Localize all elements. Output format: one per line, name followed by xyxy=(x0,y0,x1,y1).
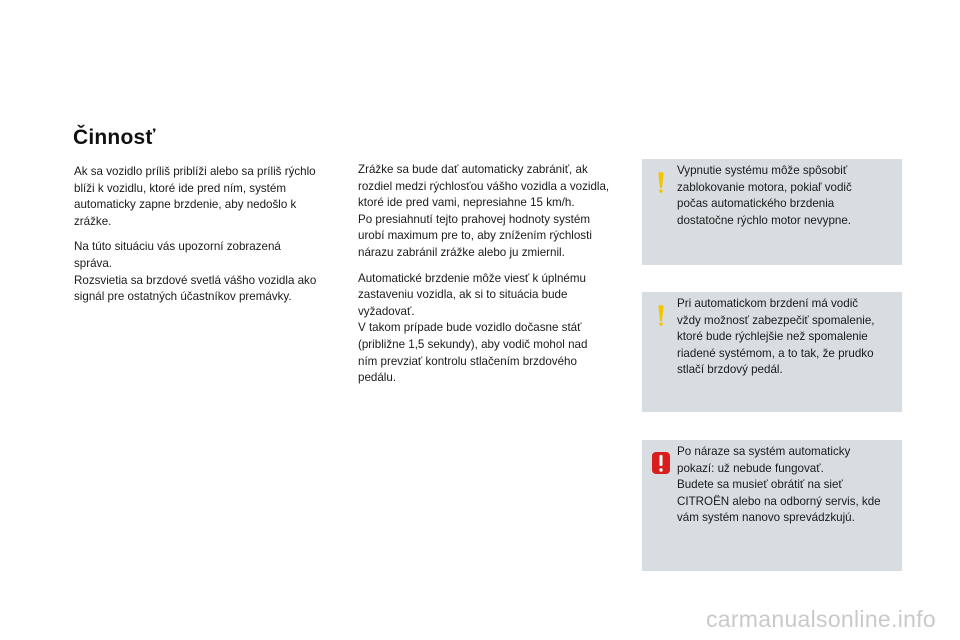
left-column xyxy=(74,164,344,315)
warning-icon xyxy=(652,452,670,474)
watermark: carmanualsonline.info xyxy=(705,606,936,632)
page-title: Činnosť xyxy=(73,126,156,149)
middle-column xyxy=(358,162,620,396)
note-text: Pri automatickom brzdení má vodič vždy možnosť zabezpečiť spomalenie, ktoré bude rýchlejšie než spomalenie riadené systémom, a to tak, že prudko stlačí brzdový pedál. xyxy=(677,297,875,377)
paragraph: Na túto situáciu vás upozorní zobrazená správa. Rozsvietia sa brzdové svetlá vášho vozidla ako signál pre ostatných účastníkov premávky. xyxy=(74,240,317,304)
paragraph: Zrážke sa bude dať automaticky zabrániť, ak rozdiel medzi rýchlosťou vášho vozidla a vozidla, ktoré ide pred vami, nepresiahne 15 km/h. Po presiahnutí tejto prahovej hodnoty systém urobí maximum pre to, aby znížením rýchlosti nárazu zabránil zrážke alebo ju zmiernil. xyxy=(358,163,610,259)
paragraph: Automatické brzdenie môže viesť k úplnému zastaveniu vozidla, ak si to situácia bude vyžadovať. V takom prípade bude vozidlo dočasne stáť (približne 1,5 sekundy), aby vodič mohol nad ním prevziať kontrolu stlačením brzdového pedálu. xyxy=(358,271,588,385)
warning-note xyxy=(642,440,902,571)
info-note xyxy=(642,159,902,265)
note-text: Vypnutie systému môže spôsobiť zablokovanie motora, pokiaľ vodič počas automatického brzdenia dostatočne rýchlo motor nevypne. xyxy=(677,164,852,227)
note-text: Po náraze sa systém automaticky pokazí: už nebude fungovať. Budete sa musieť obrátiť na sieť CITROËN alebo na odborný servis, kde vám systém nanovo sprevádzkujú. xyxy=(677,445,881,525)
paragraph: Ak sa vozidlo príliš priblíži alebo sa príliš rýchlo blíži k vozidlu, ktoré ide pred ním, systém automaticky zapne brzdenie, aby nedošlo k zrážke. xyxy=(74,165,316,228)
info-icon xyxy=(652,304,670,326)
info-icon xyxy=(652,171,670,193)
info-note xyxy=(642,292,902,412)
